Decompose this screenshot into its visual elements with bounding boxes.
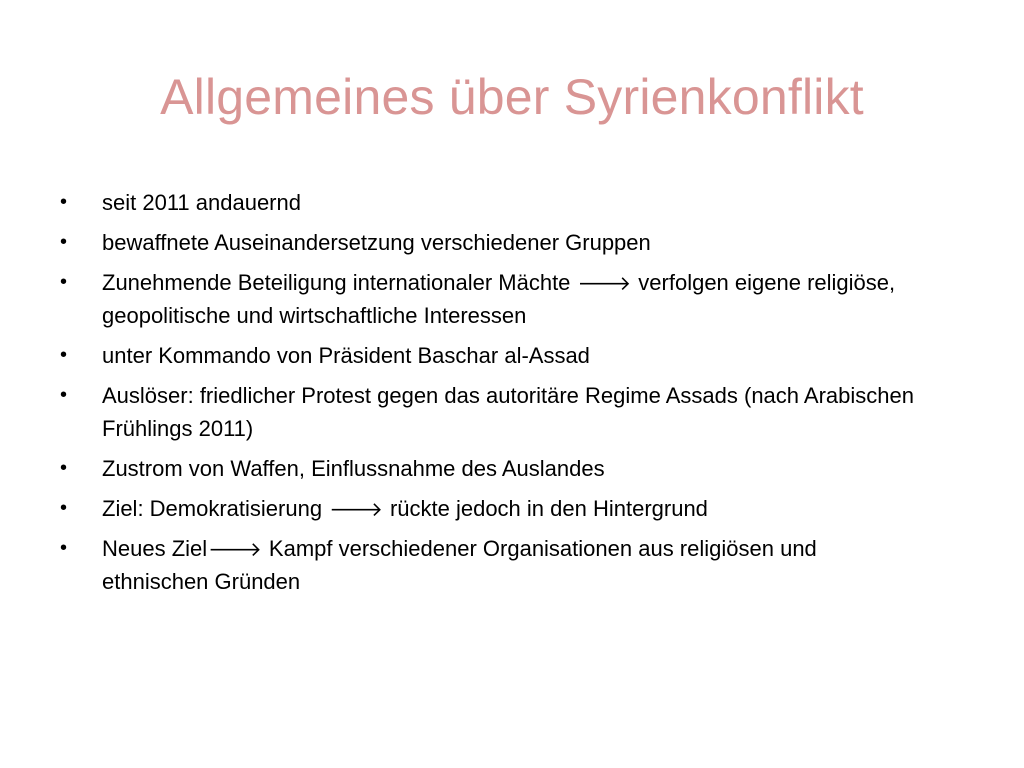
bullet-text-part: verfolgen eigene religiöse, geopolitische und wirtschaftliche Interessen xyxy=(102,270,896,328)
bullet-text xyxy=(102,492,918,525)
bullet-list xyxy=(58,186,918,605)
bullet-marker: • xyxy=(60,457,68,479)
bullet-item xyxy=(58,186,918,219)
bullet-marker: • xyxy=(60,497,68,519)
bullet-marker: • xyxy=(60,384,68,406)
bullet-text-part: Zustrom von Waffen, Einflussnahme des Auslandes xyxy=(102,456,605,481)
bullet-text-part: unter Kommando von Präsident Baschar al-Assad xyxy=(102,343,590,368)
bullet-item xyxy=(58,266,918,332)
bullet-marker: • xyxy=(60,191,68,213)
bullet-item xyxy=(58,379,918,445)
bullet-text xyxy=(102,379,918,445)
bullet-marker: • xyxy=(60,231,68,253)
bullet-marker: • xyxy=(60,537,68,559)
bullet-text-part: bewaffnete Auseinandersetzung verschiedener Gruppen xyxy=(102,230,651,255)
arrow-right-icon: 🡒 xyxy=(329,499,383,521)
slide-title: Allgemeines über Syrienkonflikt xyxy=(160,69,864,125)
bullet-item xyxy=(58,492,918,525)
bullet-item xyxy=(58,226,918,259)
bullet-text-part: rückte jedoch in den Hintergrund xyxy=(383,496,708,521)
bullet-text-part: seit 2011 andauernd xyxy=(102,190,301,215)
bullet-text xyxy=(102,186,918,219)
bullet-text xyxy=(102,339,918,372)
bullet-marker: • xyxy=(60,271,68,293)
bullet-text-part: Ziel: Demokratisierung xyxy=(102,496,329,521)
bullet-item xyxy=(58,339,918,372)
bullet-item xyxy=(58,532,918,598)
bullet-text-part: Zunehmende Beteiligung internationaler Mächte xyxy=(102,270,577,295)
bullet-marker: • xyxy=(60,344,68,366)
bullet-text xyxy=(102,452,918,485)
bullet-text xyxy=(102,266,918,332)
arrow-right-icon: 🡒 xyxy=(577,273,632,295)
bullet-item xyxy=(58,452,918,485)
bullet-text-part: Neues Ziel xyxy=(102,536,208,561)
bullet-text-part: Kampf verschiedener Organisationen aus religiösen und ethnischen Gründen xyxy=(102,536,817,594)
arrow-right-icon: 🡒 xyxy=(208,539,262,561)
bullet-text xyxy=(102,532,918,598)
bullet-text xyxy=(102,226,918,259)
bullet-text-part: Auslöser: friedlicher Protest gegen das autoritäre Regime Assads (nach Arabischen Frühlings 2011) xyxy=(102,383,914,441)
